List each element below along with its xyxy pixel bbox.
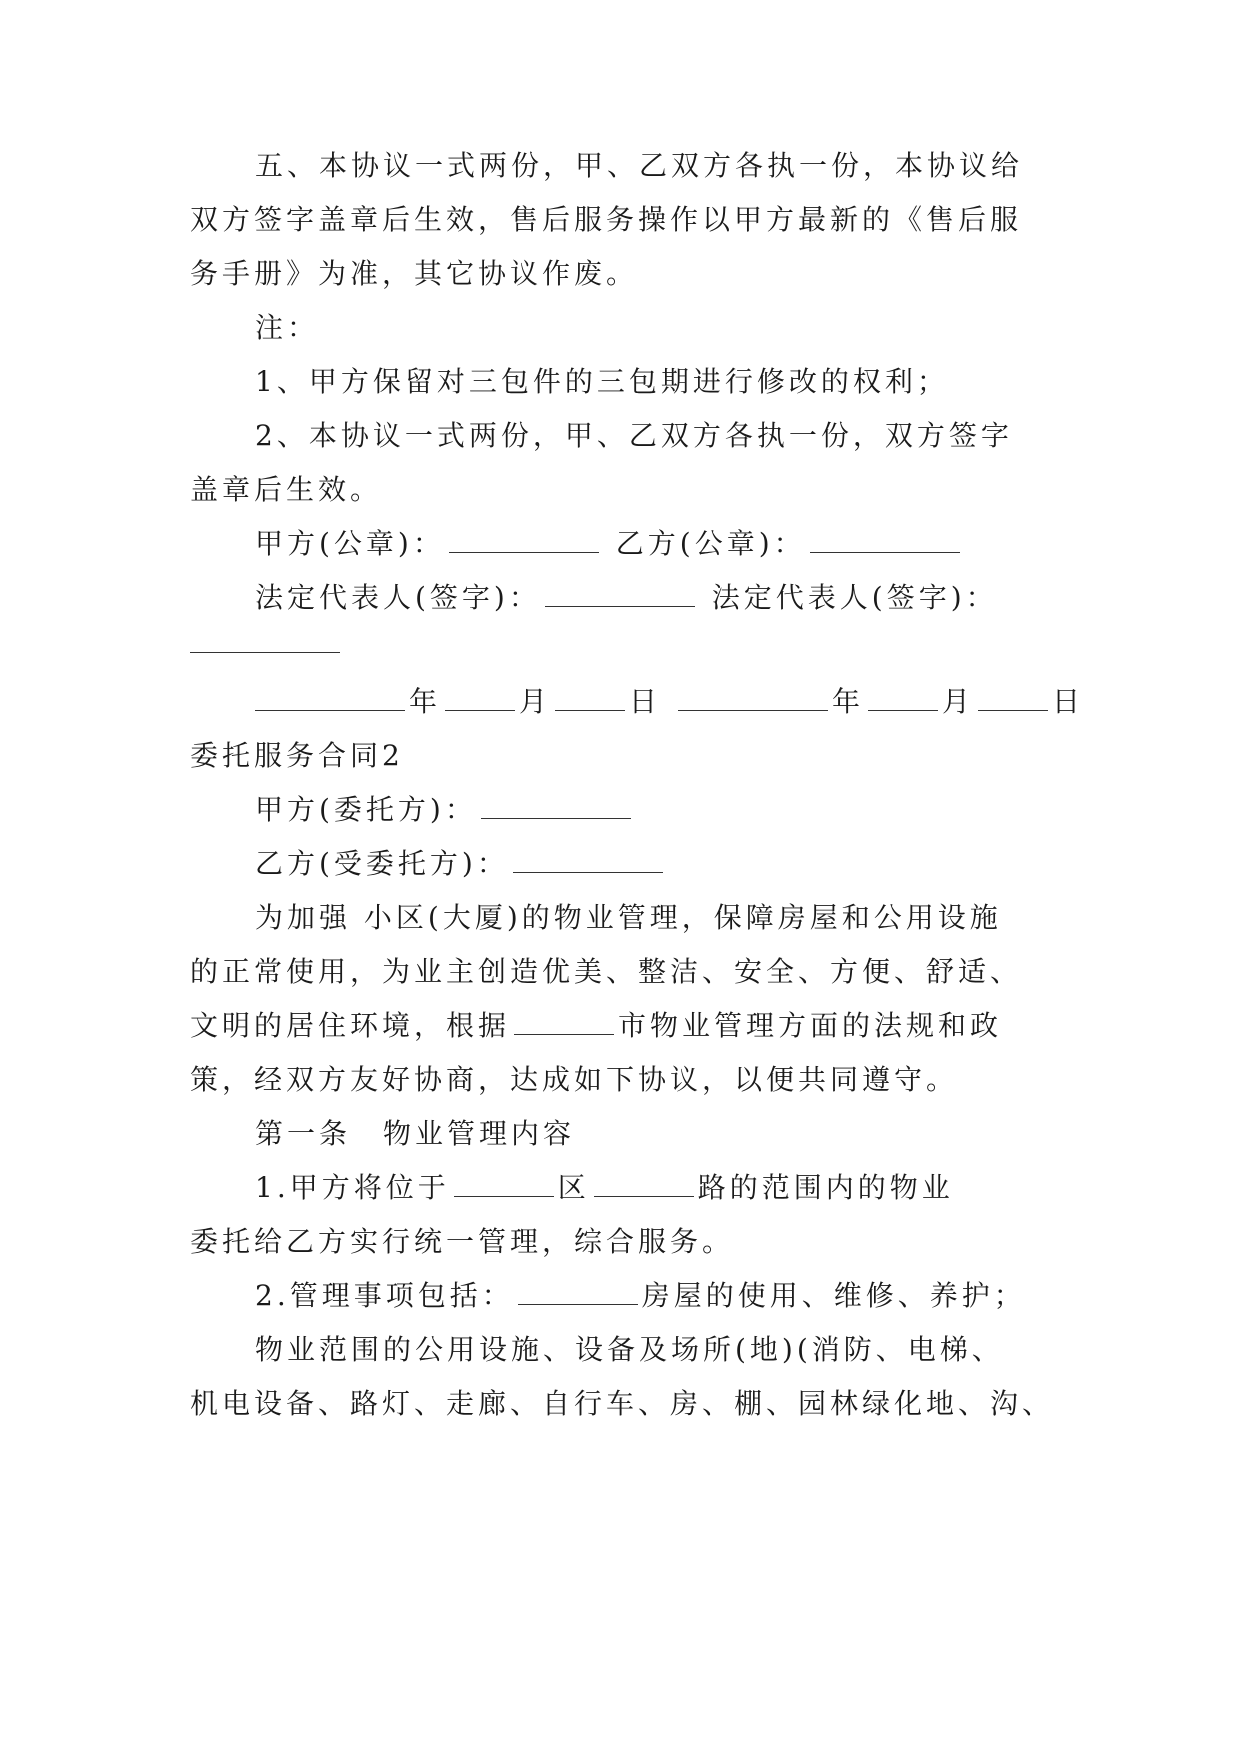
blank-field (445, 680, 515, 711)
contract-title: 委托服务合同2 (190, 739, 404, 772)
blank-field (514, 1004, 614, 1035)
party-a-label: 甲方(委托方)： (255, 793, 477, 826)
paragraph-line: 的正常使用，为业主创造优美、整洁、安全、方便、舒适、 (190, 955, 1023, 988)
blank-field (868, 680, 938, 711)
blank-field (545, 576, 695, 607)
blank-field (810, 522, 960, 553)
paragraph-line: 五、本协议一式两份，甲、乙双方各执一份，本协议给 (255, 149, 1024, 182)
text-span: 2.管理事项包括： (255, 1279, 514, 1312)
blank-field (678, 680, 828, 711)
paragraph-line (190, 997, 1070, 1055)
text-span: 区 (557, 1171, 590, 1204)
party-b-seal-label: 乙方(公章)： (615, 527, 806, 560)
paragraph-line: 委托给乙方实行统一管理，综合服务。 (190, 1225, 735, 1258)
paragraph-line (255, 1159, 1135, 1217)
paragraph-line (255, 1267, 1135, 1325)
blank-field (255, 680, 405, 711)
party-b-label: 乙方(受委托方)： (255, 847, 509, 880)
month-label: 月 (519, 685, 552, 718)
text-span: 文明的居住环境，根据 (190, 1009, 511, 1042)
article-heading: 第一条 物业管理内容 (255, 1117, 576, 1150)
day-label: 日 (1051, 685, 1084, 718)
blank-field (190, 622, 340, 653)
blank-field (555, 680, 625, 711)
paragraph-line: 为加强 小区(大厦)的物业管理，保障房屋和公用设施 (255, 901, 1002, 934)
paragraph-line: 双方签字盖章后生效，售后服务操作以甲方最新的《售后服 (190, 203, 1023, 236)
day-label: 日 (629, 685, 662, 718)
blank-field (454, 1166, 554, 1197)
paragraph-line: 务手册》为准，其它协议作废。 (190, 257, 639, 290)
paragraph-line: 机电设备、路灯、走廊、自行车、房、棚、园林绿化地、沟、 (190, 1387, 1055, 1420)
representative-b-label: 法定代表人(签字)： (711, 581, 998, 614)
signature-blank-line (190, 615, 1070, 673)
paragraph-line: 物业范围的公用设施、设备及场所(地)(消防、电梯、 (255, 1333, 1004, 1366)
blank-field (449, 522, 599, 553)
blank-field (513, 842, 663, 873)
note-item: 2、本协议一式两份，甲、乙双方各执一份，双方签字 (255, 419, 1013, 452)
text-span: 路的范围内的物业 (697, 1171, 954, 1204)
party-a-seal-label: 甲方(公章)： (255, 527, 445, 560)
representative-a-label: 法定代表人(签字)： (255, 581, 541, 614)
note-item: 1、甲方保留对三包件的三包期进行修改的权利； (255, 365, 949, 398)
year-label: 年 (409, 685, 442, 718)
note-heading: 注： (255, 311, 320, 344)
paragraph-line: 策，经双方友好协商，达成如下协议，以便共同遵守。 (190, 1063, 959, 1096)
blank-field (481, 788, 631, 819)
party-b-line (255, 835, 1135, 893)
text-span: 市物业管理方面的法规和政 (618, 1009, 1003, 1042)
party-a-line (255, 781, 1135, 839)
month-label: 月 (941, 685, 974, 718)
text-span: 房屋的使用、维修、养护； (641, 1279, 1026, 1312)
year-label: 年 (831, 685, 864, 718)
blank-field (978, 680, 1048, 711)
blank-field (594, 1166, 694, 1197)
seal-line (255, 515, 1135, 573)
text-span: 1.甲方将位于 (255, 1171, 450, 1204)
note-item: 盖章后生效。 (190, 473, 383, 506)
blank-field (518, 1274, 638, 1305)
date-line (255, 673, 1135, 731)
